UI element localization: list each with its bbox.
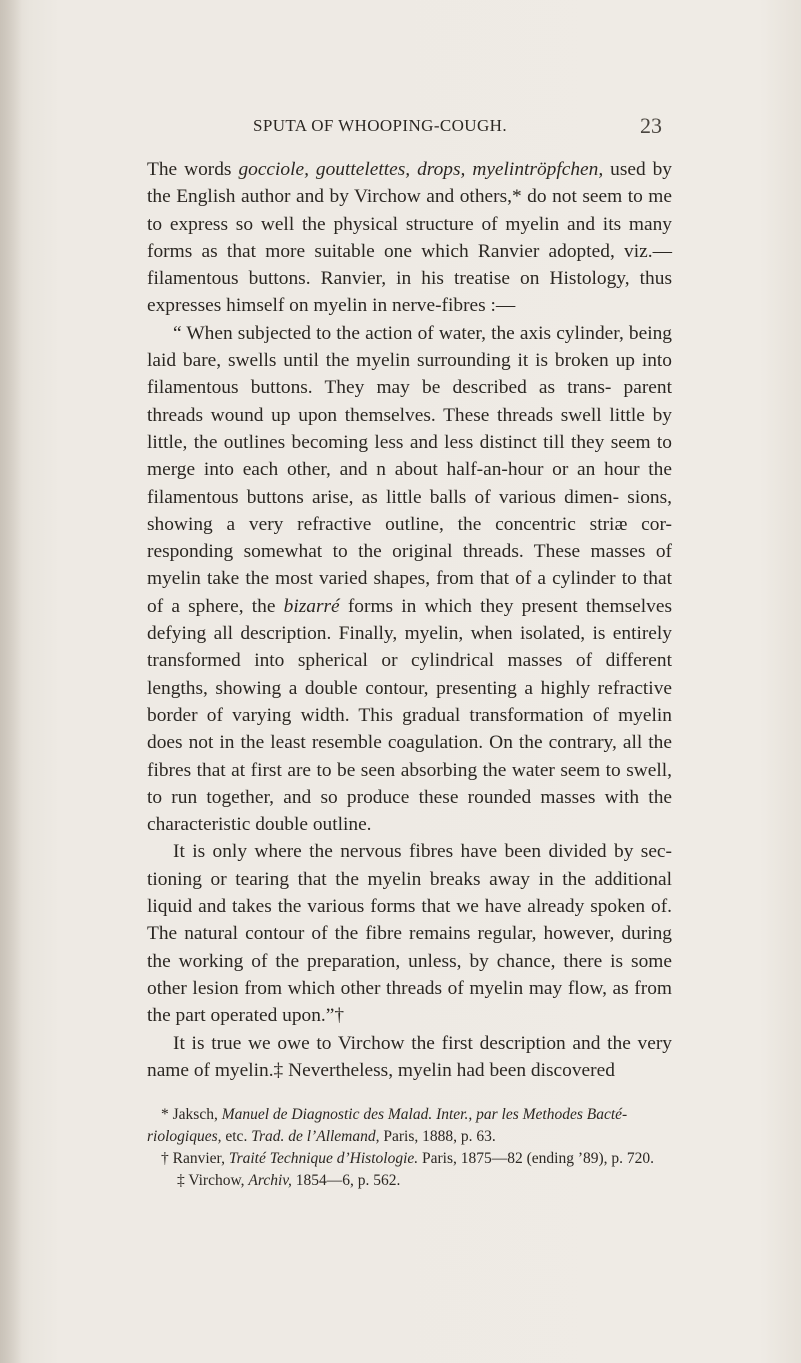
paragraph-1 [147,156,672,320]
text-run: Paris, 1888, p. 63. [379,1128,496,1145]
italic-run: Traité Technique d’Histologie. [228,1150,419,1167]
italic-run: Trad. de l’Allemand, [251,1128,380,1145]
footnote-3 [147,1170,677,1192]
text-run: forms in which they present themselves defying all description. Finally, myelin, when isolated, is entirely transformed into spherical or cylindrical masses of different lengths, showing a double contour, presenting a highly refractive border of varying width. This gradual transformation of myelin does not in the least resemble coagulation. On the contrary, all the fibres that at first are to be seen absorbing the water seem to swell, to run together, and so produce these rounded masses with the characteristic double outline. [147,595,672,836]
text-run: * Jaksch, [161,1106,222,1123]
running-header: SPUTA OF WHOOPING-COUGH. [253,116,507,135]
paragraph-4: It is true we owe to Virchow the first description and the very name of myelin.‡ Nevertheless, myelin had been discovered [147,1032,672,1081]
text-run: etc. [221,1128,252,1145]
italic-run: Manuel de Diagnostic des Malad. Inter., par les Methodes Bacté- riologiques, [147,1106,628,1145]
italic-run: gocciole, gouttelettes, drops, myelintröpfchen, [238,159,604,180]
text-run: † Ranvier, [161,1150,229,1167]
footnotes [147,1104,677,1192]
text-run: “ When subjected to the action of water, the axis cylinder, being laid bare, swells until the myelin surrounding it is broken up into filamentous buttons. They may be described as trans- parent threads wound up upon themselves. These threads swell little by little, the outlines becoming less and less distinct till they seem to merge into each other, and n about half-an-hour or an hour the filamentous buttons arise, as little balls of various dimen- sions, showing a very refractive outline, the concentric striæ cor- responding somewhat to the original threads. These masses of myelin take the most varied shapes, from that of a cylinder to that of a sphere, the [147,322,672,617]
italic-run: bizarré [283,595,340,617]
text-run: used by the English author and by Virchow and others,* do not seem to me to express so well the physical structure of myelin and its many forms as that more suitable one which Ranvier adopted, viz.— filamentous buttons. Ranvier, in his treatise on Histology, thus expresses himself on myelin in nerve-fibres :— [147,159,672,317]
text-run: ‡ Virchow, [177,1172,249,1189]
text-run: 1854—6, p. 562. [291,1172,401,1189]
italic-run: Archiv, [248,1172,292,1189]
body-text [147,156,672,1084]
page-number: 23 [640,113,662,138]
footnote-2 [147,1148,677,1170]
text-run: The words [147,159,239,180]
paragraph-3: It is only where the nervous fibres have been divided by sec- tioning or tearing that the myelin breaks away in the additional liquid and takes the various forms that we have already spoken of. The natural contour of the fibre remains regular, however, during the working of the preparation, unless, by chance, there is some other lesion from which other threads of myelin may flow, as from the part operated upon.”† [147,841,672,1027]
paragraph-2-quotation [147,320,672,839]
footnote-1 [147,1104,677,1148]
text-run: Paris, 1875—82 (ending ’89), p. 720. [418,1150,655,1167]
binding-shadow [0,0,22,1363]
